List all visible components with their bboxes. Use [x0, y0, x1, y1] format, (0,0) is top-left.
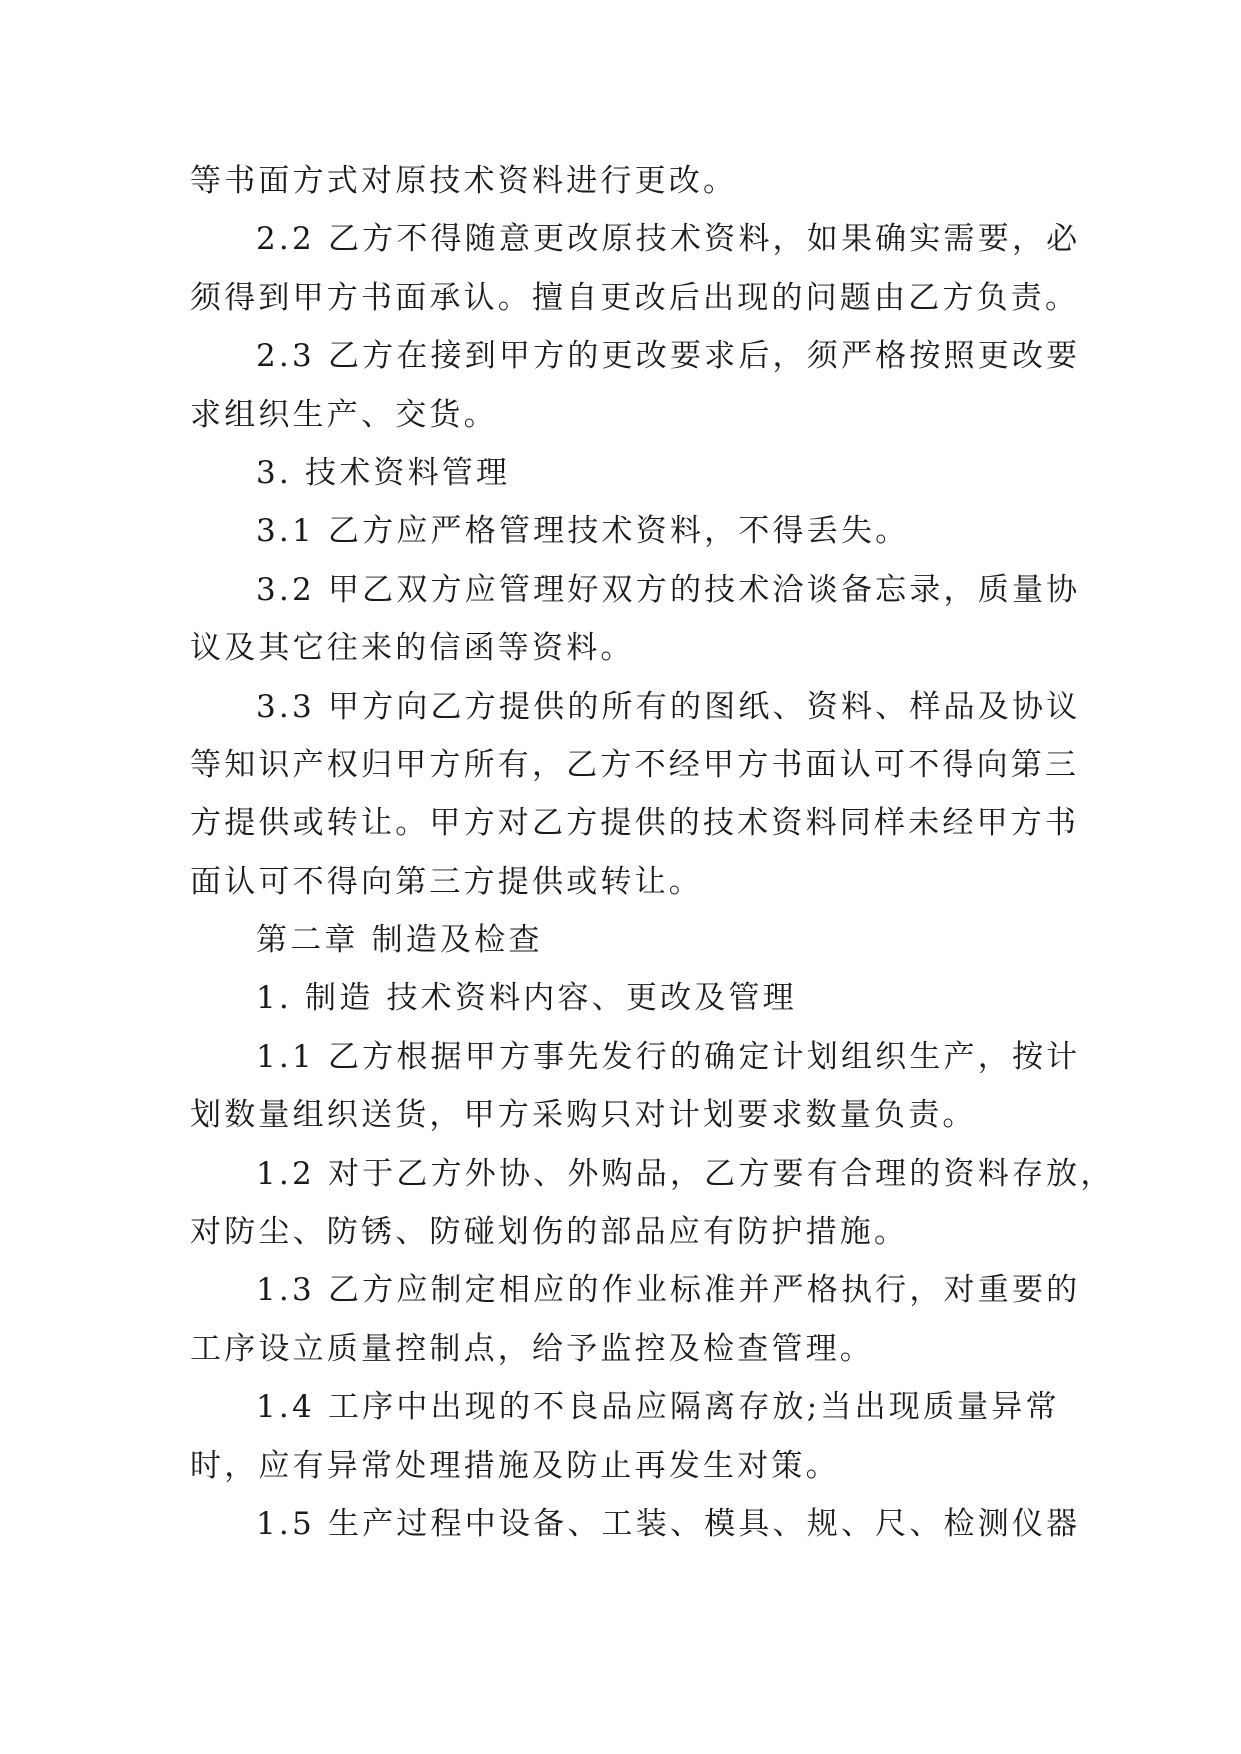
text-line: 3.1 乙方应严格管理技术资料，不得丢失。 [256, 513, 910, 550]
text-line: 面认可不得向第三方提供或转让。 [190, 863, 703, 900]
text-line: 1.4 工序中出现的不良品应隔离存放;当出现质量异常 [256, 1389, 1060, 1426]
section-heading: 1. 制造 技术资料内容、更改及管理 [256, 980, 797, 1017]
document-body [190, 152, 1115, 1553]
text-line: 1.1 乙方根据甲方事先发行的确定计划组织生产，按计 [256, 1038, 1081, 1075]
text-line: 议及其它往来的信函等资料。 [190, 630, 635, 667]
text-line: 等书面方式对原技术资料进行更改。 [190, 163, 738, 199]
text-line: 划数量组织送货，甲方采购只对计划要求数量负责。 [190, 1097, 977, 1134]
text-line: 2.3 乙方在接到甲方的更改要求后，须严格按照更改要 [256, 338, 1081, 375]
text-line: 3.2 甲乙双方应管理好双方的技术洽谈备忘录，质量协 [256, 571, 1081, 608]
text-line: 工序设立质量控制点，给予监控及检查管理。 [190, 1330, 874, 1367]
text-line: 3.3 甲方向乙方提供的所有的图纸、资料、样品及协议 [256, 688, 1081, 725]
text-line: 1.2 对于乙方外协、外购品，乙方要有合理的资料存放， [256, 1155, 1115, 1192]
text-line: 对防尘、防锈、防碰划伤的部品应有防护措施。 [190, 1214, 909, 1251]
text-line: 2.2 乙方不得随意更改原技术资料，如果确实需要，必 [256, 221, 1081, 258]
text-line: 求组织生产、交货。 [190, 396, 498, 433]
text-line: 时，应有异常处理措施及防止再发生对策。 [190, 1447, 840, 1484]
text-line: 1.3 乙方应制定相应的作业标准并严格执行，对重要的 [256, 1272, 1081, 1309]
text-line: 须得到甲方书面承认。擅自更改后出现的问题由乙方负责。 [190, 279, 1080, 316]
chapter-heading: 第二章 制造及检查 [256, 922, 543, 959]
text-line: 1.5 生产过程中设备、工装、模具、规、尺、检测仪器 [256, 1505, 1081, 1542]
text-line: 等知识产权归甲方所有，乙方不经甲方书面认可不得向第三 [190, 746, 1080, 783]
section-heading: 3. 技术资料管理 [256, 454, 511, 491]
text-line: 方提供或转让。甲方对乙方提供的技术资料同样未经甲方书 [190, 805, 1080, 842]
